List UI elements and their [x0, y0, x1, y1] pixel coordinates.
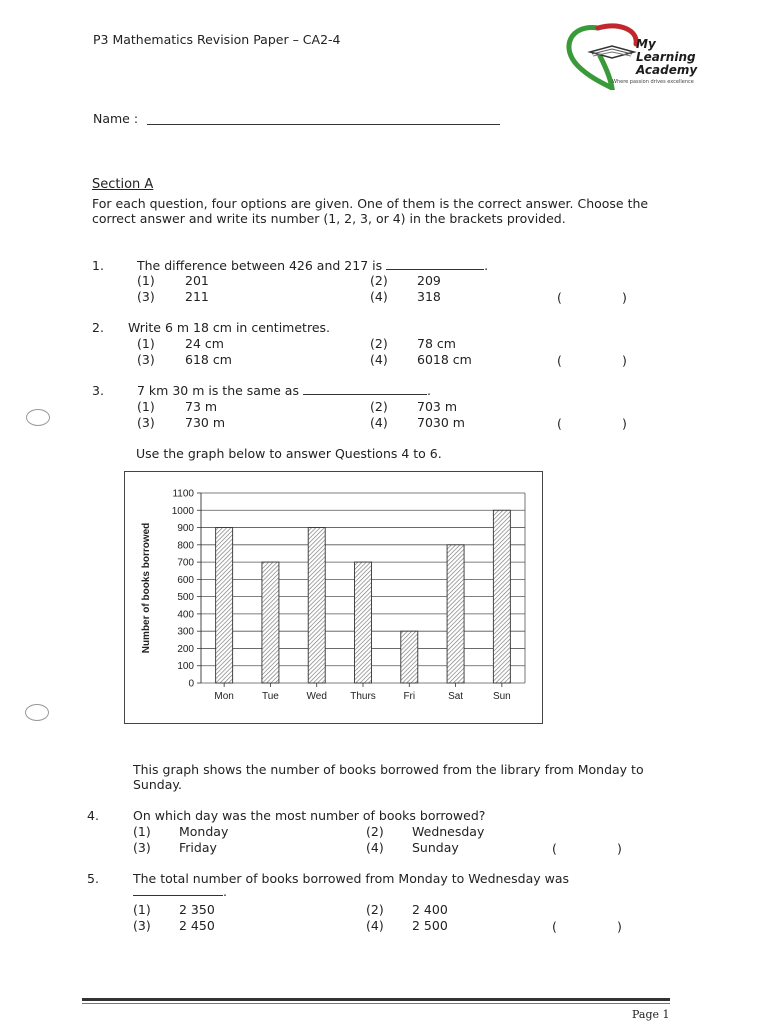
option-number: (2) — [366, 824, 384, 839]
question-text: The total number of books borrowed from Monday to Wednesday was — [133, 871, 569, 886]
name-label: Name : — [93, 111, 139, 126]
option-value: 2 500 — [412, 918, 448, 933]
y-tick-label: 1100 — [172, 488, 194, 500]
section-instruction: For each question, four options are given. One of them is the correct answer. Choose the correct answer and write its number (1, 2, 3, or 4) in the brackets provided. — [92, 196, 649, 226]
answer-bracket-open[interactable]: ( — [552, 841, 557, 856]
option-value: 2 350 — [179, 902, 215, 917]
option-number: (4) — [370, 415, 388, 430]
question-text: On which day was the most number of books borrowed? — [133, 808, 486, 823]
option-value: 201 — [185, 273, 209, 288]
y-tick-label: 1000 — [171, 505, 194, 517]
option-number: (2) — [370, 273, 388, 288]
bar-sun — [493, 510, 510, 683]
option-value: 730 m — [185, 415, 226, 430]
option-number: (3) — [137, 415, 155, 430]
option-value: Monday — [179, 824, 229, 839]
option-number: (4) — [370, 289, 388, 304]
option-value: 209 — [417, 273, 441, 288]
question-number: 5. — [87, 871, 99, 886]
answer-blank — [386, 259, 484, 270]
y-tick-label: 800 — [177, 540, 194, 552]
option-number: (1) — [133, 902, 151, 917]
logo-wordmark: My Learning Academy — [636, 37, 698, 77]
x-tick-label: Fri — [403, 691, 416, 702]
option-number: (1) — [137, 336, 155, 351]
answer-bracket-close[interactable]: ) — [617, 841, 622, 856]
question-number: 2. — [92, 320, 104, 335]
x-tick-label: Mon — [214, 691, 234, 702]
option-value: Wednesday — [412, 824, 485, 839]
option-number: (3) — [133, 918, 151, 933]
bar-sat — [447, 545, 464, 683]
option-number: (3) — [137, 289, 155, 304]
section-title: Section A — [92, 177, 154, 192]
answer-bracket-open[interactable]: ( — [557, 416, 562, 431]
x-tick-label: Sat — [448, 691, 464, 702]
y-tick-label: 200 — [177, 643, 194, 655]
option-number: (2) — [366, 902, 384, 917]
bar-mon — [216, 528, 233, 683]
punch-hole-top — [26, 409, 50, 426]
option-number: (1) — [133, 824, 151, 839]
option-number: (4) — [366, 918, 384, 933]
y-tick-label: 500 — [177, 592, 194, 604]
question-number: 3. — [92, 383, 104, 398]
question-text: 7 km 30 m is the same as . — [137, 383, 431, 398]
option-value: 7030 m — [417, 415, 465, 430]
option-number: (4) — [370, 352, 388, 367]
option-value: 2 400 — [412, 902, 448, 917]
option-number: (3) — [133, 840, 151, 855]
logo-tagline: Where passion drives excellence — [612, 79, 694, 85]
answer-bracket-open[interactable]: ( — [557, 290, 562, 305]
answer-blank — [133, 885, 223, 896]
paper-title: P3 Mathematics Revision Paper – CA2-4 — [93, 32, 341, 47]
option-value: 73 m — [185, 399, 218, 414]
y-tick-label: 300 — [177, 626, 194, 638]
option-value: 78 cm — [417, 336, 456, 351]
y-tick-label: 400 — [177, 609, 194, 621]
answer-bracket-open[interactable]: ( — [552, 919, 557, 934]
option-number: (1) — [137, 273, 155, 288]
answer-bracket-close[interactable]: ) — [622, 290, 627, 305]
option-value: 618 cm — [185, 352, 232, 367]
option-value: 703 m — [417, 399, 458, 414]
page-number: Page 1 — [632, 1008, 670, 1021]
books-bar-chart — [125, 472, 542, 723]
option-value: Sunday — [412, 840, 459, 855]
bar-fri — [401, 631, 418, 683]
graph-caption: This graph shows the number of books borrowed from the library from Monday to Sunday. — [133, 762, 644, 792]
footer-rule — [82, 998, 670, 1001]
option-number: (2) — [370, 399, 388, 414]
punch-hole-bottom — [25, 704, 49, 721]
bar-wed — [308, 528, 325, 683]
answer-bracket-close[interactable]: ) — [622, 416, 627, 431]
option-value: 24 cm — [185, 336, 224, 351]
chart-frame — [124, 471, 543, 724]
answer-bracket-open[interactable]: ( — [557, 353, 562, 368]
option-value: 2 450 — [179, 918, 215, 933]
option-number: (3) — [137, 352, 155, 367]
footer-rule-thin — [82, 1003, 670, 1004]
y-tick-label: 600 — [177, 574, 194, 586]
option-value: 211 — [185, 289, 209, 304]
x-tick-label: Sun — [492, 691, 511, 702]
name-answer-line[interactable] — [147, 124, 500, 125]
question-number: 4. — [87, 808, 99, 823]
option-number: (2) — [370, 336, 388, 351]
answer-bracket-close[interactable]: ) — [617, 919, 622, 934]
x-tick-label: Tue — [261, 691, 279, 702]
graph-intro: Use the graph below to answer Questions 4 to 6. — [136, 446, 442, 461]
answer-blank-line: . — [133, 884, 227, 899]
y-tick-label: 700 — [177, 557, 194, 569]
option-value: Friday — [179, 840, 217, 855]
y-tick-label: 0 — [188, 678, 194, 690]
answer-blank — [303, 384, 427, 395]
y-axis-label: Number of books borrowed — [141, 522, 152, 654]
answer-bracket-close[interactable]: ) — [622, 353, 627, 368]
option-value: 6018 cm — [417, 352, 472, 367]
option-number: (4) — [366, 840, 384, 855]
y-tick-label: 900 — [177, 523, 194, 535]
question-text: Write 6 m 18 cm in centimetres. — [128, 320, 330, 335]
option-number: (1) — [137, 399, 155, 414]
question-number: 1. — [92, 258, 104, 273]
bar-thurs — [355, 562, 372, 683]
bar-tue — [262, 562, 279, 683]
x-tick-label: Wed — [306, 691, 327, 702]
question-text: The difference between 426 and 217 is . — [137, 258, 489, 273]
y-tick-label: 100 — [177, 661, 194, 673]
option-value: 318 — [417, 289, 441, 304]
x-tick-label: Thurs — [350, 691, 376, 702]
